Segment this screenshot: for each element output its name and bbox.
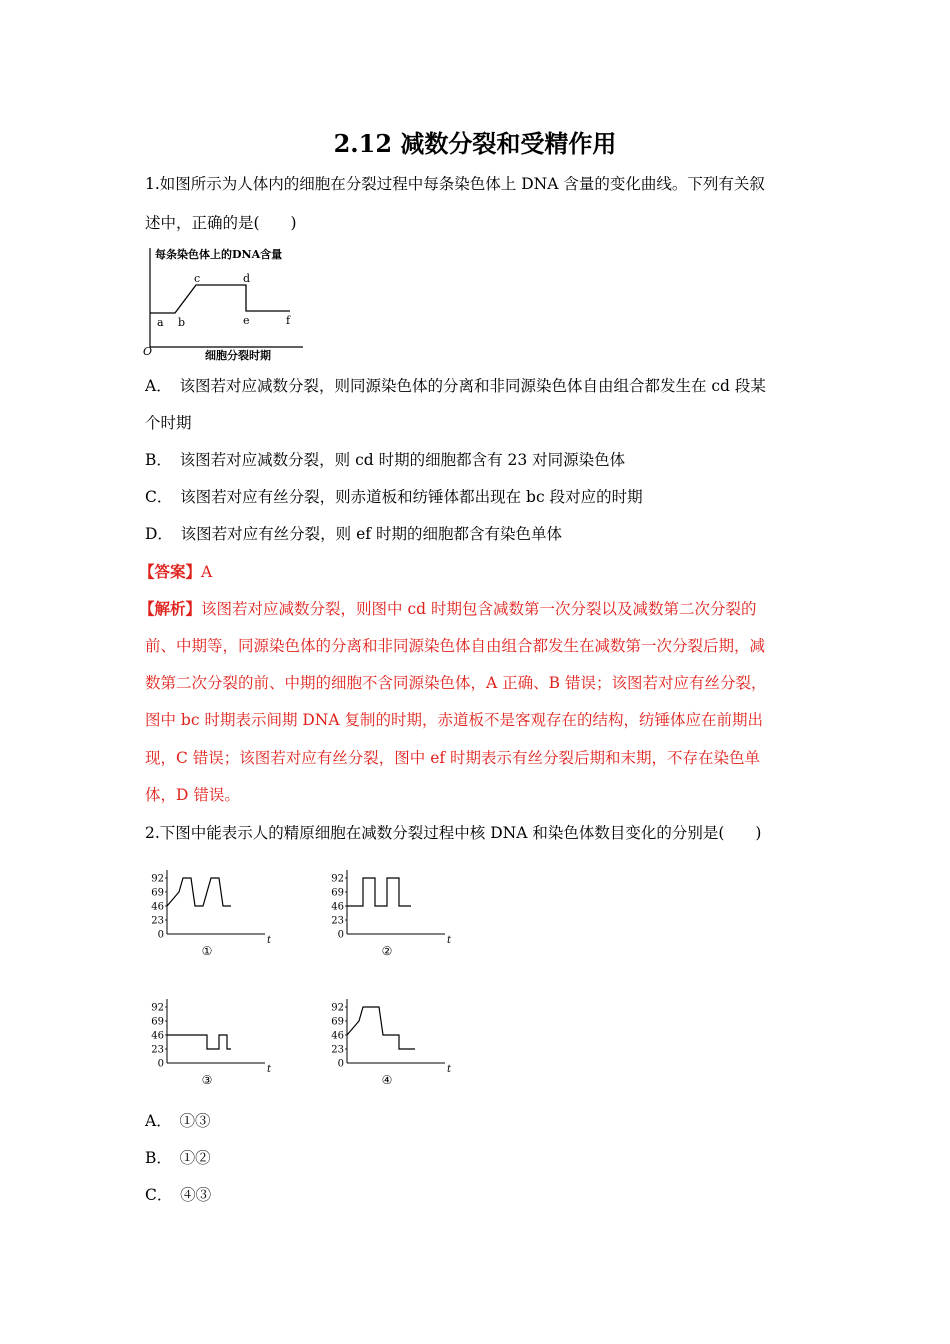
- q1-origin-label: O: [143, 345, 153, 358]
- q1-option-a-line-2: 个时期: [145, 414, 192, 432]
- q1-analysis-line-3: 数第二次分裂的前、中期的细胞不含同源染色体，A 正确、B 错误；该图若对应有丝分裂，: [145, 674, 767, 692]
- q1-point-a: a: [157, 316, 164, 329]
- q1-point-f: f: [286, 314, 291, 327]
- q2-chart-4-ytick: 69: [331, 1016, 344, 1028]
- q2-chart-3-curve: [167, 1035, 231, 1049]
- q2-chart-3-ytick: 46: [151, 1030, 164, 1042]
- q1-figure-xlabel: 细胞分裂时期: [205, 349, 271, 362]
- q1-answer-tag: 【答案】: [139, 562, 202, 581]
- q1-figure: [143, 242, 313, 362]
- q2-option-b: B． ①②: [145, 1149, 211, 1167]
- q1-stem-line-1: 1.如图所示为人体内的细胞在分裂过程中每条染色体上 DNA 含量的变化曲线。下列有关叙: [145, 175, 765, 193]
- q2-chart-4-label: ④: [381, 1073, 393, 1087]
- q1-analysis-line-4: 图中 bc 时期表示间期 DNA 复制的时期，赤道板不是客观存在的结构，纺锤体应在前期出: [145, 711, 763, 729]
- page-title: 2.12 减数分裂和受精作用: [333, 129, 617, 158]
- q1-point-c: c: [194, 272, 201, 285]
- q1-answer-value: A: [201, 563, 213, 581]
- q2-chart-4: [325, 995, 452, 1090]
- q2-chart-1-xlabel: t: [267, 935, 272, 946]
- q1-figure-ylabel: 每条染色体上的DNA含量: [155, 248, 283, 261]
- q2-chart-1-curve: [167, 878, 231, 906]
- q2-chart-2-label: ②: [381, 944, 393, 958]
- q2-chart-2-ytick: 46: [331, 901, 344, 913]
- q2-chart-2-ytick: 69: [331, 887, 344, 899]
- q2-chart-1-ytick: 46: [151, 901, 164, 913]
- q2-chart-2-curve: [347, 878, 411, 906]
- q2-chart-4-ytick: 92: [331, 1002, 344, 1014]
- q2-chart-4-xlabel: t: [447, 1064, 452, 1075]
- q2-chart-2: [325, 866, 452, 961]
- q1-point-d: d: [243, 272, 251, 285]
- q2-stem: 2.下图中能表示人的精原细胞在减数分裂过程中核 DNA 和染色体数目变化的分别是( ): [145, 824, 762, 842]
- q2-chart-3: [145, 995, 272, 1090]
- q1-curve: [150, 285, 290, 313]
- q2-chart-3-ytick: 23: [151, 1044, 164, 1056]
- q1-analysis-text-1: 该图若对应减数分裂，则图中 cd 时期包含减数第一次分裂以及减数第二次分裂的: [201, 600, 757, 618]
- q1-point-b: b: [178, 316, 186, 329]
- q2-chart-4-ytick: 0: [337, 1058, 344, 1070]
- q2-chart-1-ytick: 23: [151, 915, 164, 927]
- q2-chart-2-xlabel: t: [447, 935, 452, 946]
- q1-analysis-line-2: 前、中期等，同源染色体的分离和非同源染色体自由组合都发生在减数第一次分裂后期，减: [145, 637, 766, 655]
- q1-analysis-line-6: 体，D 错误。: [145, 786, 240, 804]
- q2-chart-2-ytick: 23: [331, 915, 344, 927]
- q2-chart-3-xlabel: t: [267, 1064, 272, 1075]
- q2-chart-1: [145, 866, 272, 961]
- q1-stem-line-2: 述中，正确的是( ): [145, 214, 297, 232]
- q2-chart-1-label: ①: [201, 944, 213, 958]
- q1-point-e: e: [243, 314, 250, 327]
- q2-option-c: C． ④③: [145, 1186, 212, 1204]
- q2-chart-2-ytick: 0: [337, 929, 344, 941]
- q2-chart-4-ytick: 23: [331, 1044, 344, 1056]
- q2-chart-3-ytick: 92: [151, 1002, 164, 1014]
- q1-analysis-line-1: [139, 597, 756, 619]
- q2-chart-3-ytick: 0: [157, 1058, 164, 1070]
- q2-chart-1-ytick: 0: [157, 929, 164, 941]
- q2-chart-2-ytick: 92: [331, 873, 344, 885]
- q2-chart-1-ytick: 69: [151, 887, 164, 899]
- q1-option-a-line-1: A． 该图若对应减数分裂，则同源染色体的分离和非同源染色体自由组合都发生在 cd 段某: [145, 377, 766, 395]
- q1-analysis-tag: 【解析】: [139, 599, 202, 618]
- q1-option-d: D． 该图若对应有丝分裂，则 ef 时期的细胞都含有染色单体: [145, 525, 562, 543]
- q1-option-b: B． 该图若对应减数分裂，则 cd 时期的细胞都含有 23 对同源染色体: [145, 451, 626, 469]
- q2-chart-3-ytick: 69: [151, 1016, 164, 1028]
- q1-analysis-line-5: 现，C 错误；该图若对应有丝分裂，图中 ef 时期表示有丝分裂后期和末期，不存在染色单: [145, 749, 761, 767]
- q1-answer: [139, 560, 212, 582]
- q1-option-c: C． 该图若对应有丝分裂，则赤道板和纺锤体都出现在 bc 段对应的时期: [145, 488, 643, 506]
- q2-chart-3-label: ③: [201, 1073, 213, 1087]
- q2-option-a: A． ①③: [145, 1112, 211, 1130]
- q2-chart-4-curve: [347, 1007, 415, 1049]
- q2-chart-4-ytick: 46: [331, 1030, 344, 1042]
- q2-chart-1-ytick: 92: [151, 873, 164, 885]
